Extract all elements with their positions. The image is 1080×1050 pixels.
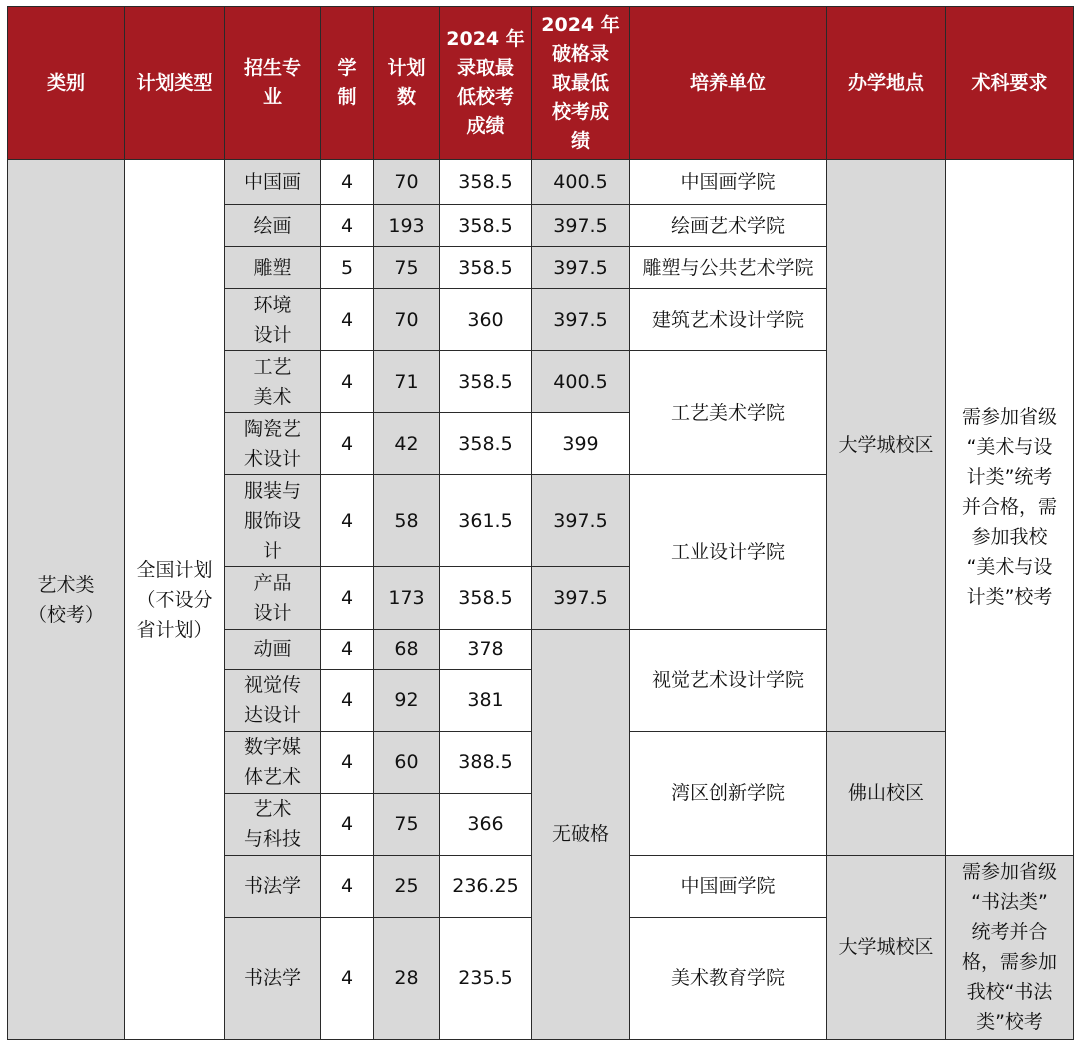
header-line: 绩 bbox=[570, 129, 590, 152]
min-score-cell: 360 bbox=[440, 289, 532, 351]
plan-count-cell: 70 bbox=[374, 160, 440, 205]
header-plan-type: 计划类型 bbox=[125, 7, 225, 160]
plan-count-cell: 173 bbox=[374, 567, 440, 629]
major-cell bbox=[225, 351, 321, 413]
major-line: 体艺术 bbox=[243, 766, 301, 789]
category-line: （校考） bbox=[27, 603, 104, 626]
plan-count-cell: 60 bbox=[374, 731, 440, 793]
plan-count-cell: 68 bbox=[374, 629, 440, 669]
requirement-line: 计类”校考 bbox=[966, 586, 1053, 609]
years-cell: 4 bbox=[321, 205, 374, 247]
exception-score-cell: 397.5 bbox=[532, 247, 630, 289]
major-line: 书法学 bbox=[243, 967, 301, 990]
admission-table bbox=[7, 6, 1074, 1040]
major-cell bbox=[225, 629, 321, 669]
exception-score-cell: 397.5 bbox=[532, 289, 630, 351]
campus-cell: 大学城校区 bbox=[827, 160, 946, 731]
years-cell: 5 bbox=[321, 247, 374, 289]
header-plan-count bbox=[374, 7, 440, 160]
requirement-line: 并合格，需 bbox=[961, 496, 1057, 519]
major-cell bbox=[225, 247, 321, 289]
min-score-cell: 358.5 bbox=[440, 351, 532, 413]
plan-count-cell: 25 bbox=[374, 855, 440, 917]
plan-type-line: 全国计划 bbox=[136, 558, 213, 581]
major-line: 服装与 bbox=[243, 479, 301, 502]
header-exception-score bbox=[532, 7, 630, 160]
header-duration bbox=[321, 7, 374, 160]
plan-count-cell: 92 bbox=[374, 669, 440, 731]
major-cell bbox=[225, 205, 321, 247]
major-line: 中国画 bbox=[243, 171, 301, 194]
header-line: 成绩 bbox=[466, 115, 505, 138]
category-line: 艺术类 bbox=[37, 573, 95, 596]
header-line: 学 bbox=[337, 57, 357, 80]
exception-score-cell: 397.5 bbox=[532, 475, 630, 567]
major-cell bbox=[225, 793, 321, 855]
school-cell: 工艺美术学院 bbox=[630, 351, 827, 475]
header-min-score bbox=[440, 7, 532, 160]
plan-count-cell: 75 bbox=[374, 247, 440, 289]
school-cell: 中国画学院 bbox=[630, 160, 827, 205]
requirement-cell bbox=[946, 855, 1074, 1039]
requirement-line: 需参加省级 bbox=[961, 406, 1057, 429]
major-cell bbox=[225, 289, 321, 351]
school-cell: 视觉艺术设计学院 bbox=[630, 629, 827, 731]
school-cell: 雕塑与公共艺术学院 bbox=[630, 247, 827, 289]
school-cell: 绘画艺术学院 bbox=[630, 205, 827, 247]
plan-type-line: 省计划） bbox=[136, 618, 213, 641]
plan-count-cell: 42 bbox=[374, 413, 440, 475]
major-line: 达设计 bbox=[243, 704, 301, 727]
min-score-cell: 236.25 bbox=[440, 855, 532, 917]
major-cell bbox=[225, 413, 321, 475]
school-cell: 美术教育学院 bbox=[630, 917, 827, 1039]
plan-type-line: （不设分 bbox=[136, 588, 213, 611]
plan-type-cell bbox=[125, 160, 225, 1040]
category-cell bbox=[8, 160, 125, 1040]
header-line: 业 bbox=[262, 86, 282, 109]
years-cell: 4 bbox=[321, 917, 374, 1039]
major-line: 服饰设 bbox=[243, 509, 301, 532]
min-score-cell: 381 bbox=[440, 669, 532, 731]
min-score-cell: 358.5 bbox=[440, 413, 532, 475]
years-cell: 4 bbox=[321, 855, 374, 917]
plan-count-cell: 193 bbox=[374, 205, 440, 247]
major-line: 工艺 bbox=[253, 355, 292, 378]
requirement-line: 计类”统考 bbox=[966, 466, 1053, 489]
campus-cell: 大学城校区 bbox=[827, 855, 946, 1039]
requirement-line: “书法类” bbox=[971, 891, 1048, 914]
years-cell: 4 bbox=[321, 289, 374, 351]
campus-cell: 佛山校区 bbox=[827, 731, 946, 855]
min-score-cell: 366 bbox=[440, 793, 532, 855]
requirement-line: 类”校考 bbox=[976, 1011, 1043, 1034]
header-line: 低校考 bbox=[456, 86, 514, 109]
major-cell bbox=[225, 475, 321, 567]
exception-score-cell: 397.5 bbox=[532, 567, 630, 629]
exception-score-cell: 399 bbox=[532, 413, 630, 475]
major-line: 绘画 bbox=[253, 214, 292, 237]
exception-score-cell: 400.5 bbox=[532, 160, 630, 205]
major-line: 美术 bbox=[253, 385, 292, 408]
major-line: 产品 bbox=[253, 571, 292, 594]
header-line: 2024 年 bbox=[541, 13, 620, 36]
years-cell: 4 bbox=[321, 160, 374, 205]
header-requirement: 术科要求 bbox=[946, 7, 1074, 160]
major-line: 环境 bbox=[253, 293, 292, 316]
school-cell: 工业设计学院 bbox=[630, 475, 827, 629]
exception-score-cell: 397.5 bbox=[532, 205, 630, 247]
major-cell bbox=[225, 855, 321, 917]
header-line: 制 bbox=[337, 86, 357, 109]
min-score-cell: 358.5 bbox=[440, 160, 532, 205]
plan-count-cell: 75 bbox=[374, 793, 440, 855]
plan-count-cell: 71 bbox=[374, 351, 440, 413]
header-line: 取最低 bbox=[551, 71, 609, 94]
major-line: 艺术 bbox=[253, 798, 292, 821]
header-line: 数 bbox=[396, 86, 416, 109]
min-score-cell: 358.5 bbox=[440, 247, 532, 289]
school-cell: 中国画学院 bbox=[630, 855, 827, 917]
years-cell: 4 bbox=[321, 669, 374, 731]
major-line: 设计 bbox=[253, 323, 292, 346]
header-school: 培养单位 bbox=[630, 7, 827, 160]
major-cell bbox=[225, 917, 321, 1039]
requirement-cell bbox=[946, 160, 1074, 856]
min-score-cell: 358.5 bbox=[440, 205, 532, 247]
header-line: 招生专 bbox=[243, 57, 301, 80]
requirement-line: 需参加省级 bbox=[961, 861, 1057, 884]
plan-count-cell: 70 bbox=[374, 289, 440, 351]
exception-score-cell: 无破格 bbox=[532, 629, 630, 1040]
years-cell: 4 bbox=[321, 731, 374, 793]
years-cell: 4 bbox=[321, 413, 374, 475]
requirement-line: “美术与设 bbox=[966, 556, 1053, 579]
requirement-line: “美术与设 bbox=[966, 436, 1053, 459]
major-line: 雕塑 bbox=[253, 256, 292, 279]
major-line: 动画 bbox=[253, 638, 292, 661]
header-line: 2024 年 bbox=[446, 28, 525, 51]
exception-score-cell: 400.5 bbox=[532, 351, 630, 413]
header-line: 录取最 bbox=[456, 57, 514, 80]
major-line: 设计 bbox=[253, 601, 292, 624]
requirement-line: 统考并合 bbox=[971, 921, 1048, 944]
major-line: 视觉传 bbox=[243, 674, 301, 697]
min-score-cell: 378 bbox=[440, 629, 532, 669]
major-line: 计 bbox=[262, 539, 282, 562]
header-line: 破格录 bbox=[551, 42, 609, 65]
min-score-cell: 358.5 bbox=[440, 567, 532, 629]
major-line: 书法学 bbox=[243, 875, 301, 898]
major-line: 陶瓷艺 bbox=[243, 417, 301, 440]
header-major bbox=[225, 7, 321, 160]
requirement-line: 格，需参加 bbox=[961, 951, 1057, 974]
school-cell: 湾区创新学院 bbox=[630, 731, 827, 855]
requirement-line: 我校“书法 bbox=[966, 981, 1053, 1004]
major-line: 术设计 bbox=[243, 447, 301, 470]
plan-count-cell: 28 bbox=[374, 917, 440, 1039]
header-line: 计划 bbox=[387, 57, 426, 80]
header-row bbox=[8, 7, 1074, 160]
plan-count-cell: 58 bbox=[374, 475, 440, 567]
years-cell: 4 bbox=[321, 629, 374, 669]
min-score-cell: 388.5 bbox=[440, 731, 532, 793]
major-line: 数字媒 bbox=[243, 736, 301, 759]
table-row bbox=[8, 160, 1074, 205]
years-cell: 4 bbox=[321, 475, 374, 567]
major-cell bbox=[225, 160, 321, 205]
years-cell: 4 bbox=[321, 567, 374, 629]
header-campus: 办学地点 bbox=[827, 7, 946, 160]
school-cell: 建筑艺术设计学院 bbox=[630, 289, 827, 351]
years-cell: 4 bbox=[321, 351, 374, 413]
major-cell bbox=[225, 567, 321, 629]
header-category: 类别 bbox=[8, 7, 125, 160]
requirement-line: 参加我校 bbox=[971, 526, 1048, 549]
years-cell: 4 bbox=[321, 793, 374, 855]
header-line: 校考成 bbox=[551, 100, 609, 123]
major-cell bbox=[225, 669, 321, 731]
min-score-cell: 361.5 bbox=[440, 475, 532, 567]
major-cell bbox=[225, 731, 321, 793]
major-line: 与科技 bbox=[243, 828, 301, 851]
min-score-cell: 235.5 bbox=[440, 917, 532, 1039]
